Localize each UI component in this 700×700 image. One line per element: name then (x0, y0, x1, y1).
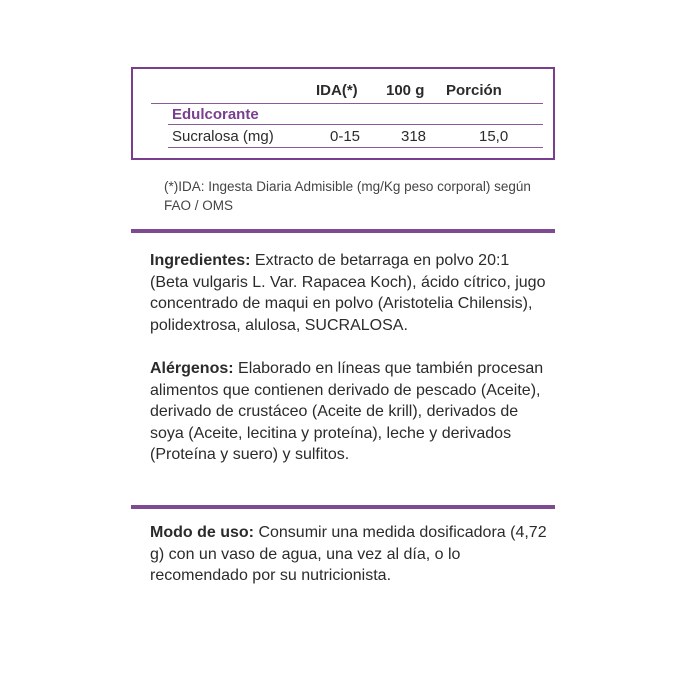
usage-label: Modo de uso: (150, 524, 254, 541)
category-label: Edulcorante (172, 106, 259, 123)
row-name: Sucralosa (mg) (172, 128, 274, 145)
row-divider (168, 147, 543, 148)
header-per-100g: 100 g (386, 82, 425, 99)
category-divider (168, 124, 543, 125)
header-ida: IDA(*) (316, 82, 358, 99)
usage-block (150, 522, 550, 587)
row-ida: 0-15 (330, 128, 361, 145)
ingredients-text: Extracto de betarraga en polvo 20:1 (Beta vulgaris L. Var. Rapacea Koch), ácido cítrico, jugo concentrado de maqui en polvo (Aristotelia Chilensis), polidextrosa, alulosa, SUCRALOSA. (150, 252, 546, 334)
header-divider (151, 103, 543, 104)
row-per-100g: 318 (401, 128, 427, 145)
row-portion: 15,0 (479, 128, 509, 145)
header-portion: Porción (446, 82, 502, 99)
ida-footnote: (*)IDA: Ingesta Diaria Admisible (mg/Kg peso corporal) según FAO / OMS (164, 179, 531, 213)
ingredients-block (150, 250, 550, 336)
allergens-text: Elaborado en líneas que también procesan alimentos que contienen derivado de pescado (Aceite), derivado de crustáceo (Aceite de krill), derivados de soya (Aceite, lecitina y proteína), leche y derivados (Proteína y suero) y sulfitos. (150, 360, 544, 463)
nutrition-table (131, 67, 555, 160)
section-divider-top (131, 229, 555, 233)
section-divider-bottom (131, 505, 555, 509)
allergens-block (150, 358, 550, 466)
usage-text: Consumir una medida dosificadora (4,72 g) con un vaso de agua, una vez al día, o lo recomendado por su nutricionista. (150, 524, 547, 584)
ingredients-label: Ingredientes: (150, 252, 251, 269)
allergens-label: Alérgenos: (150, 360, 234, 377)
